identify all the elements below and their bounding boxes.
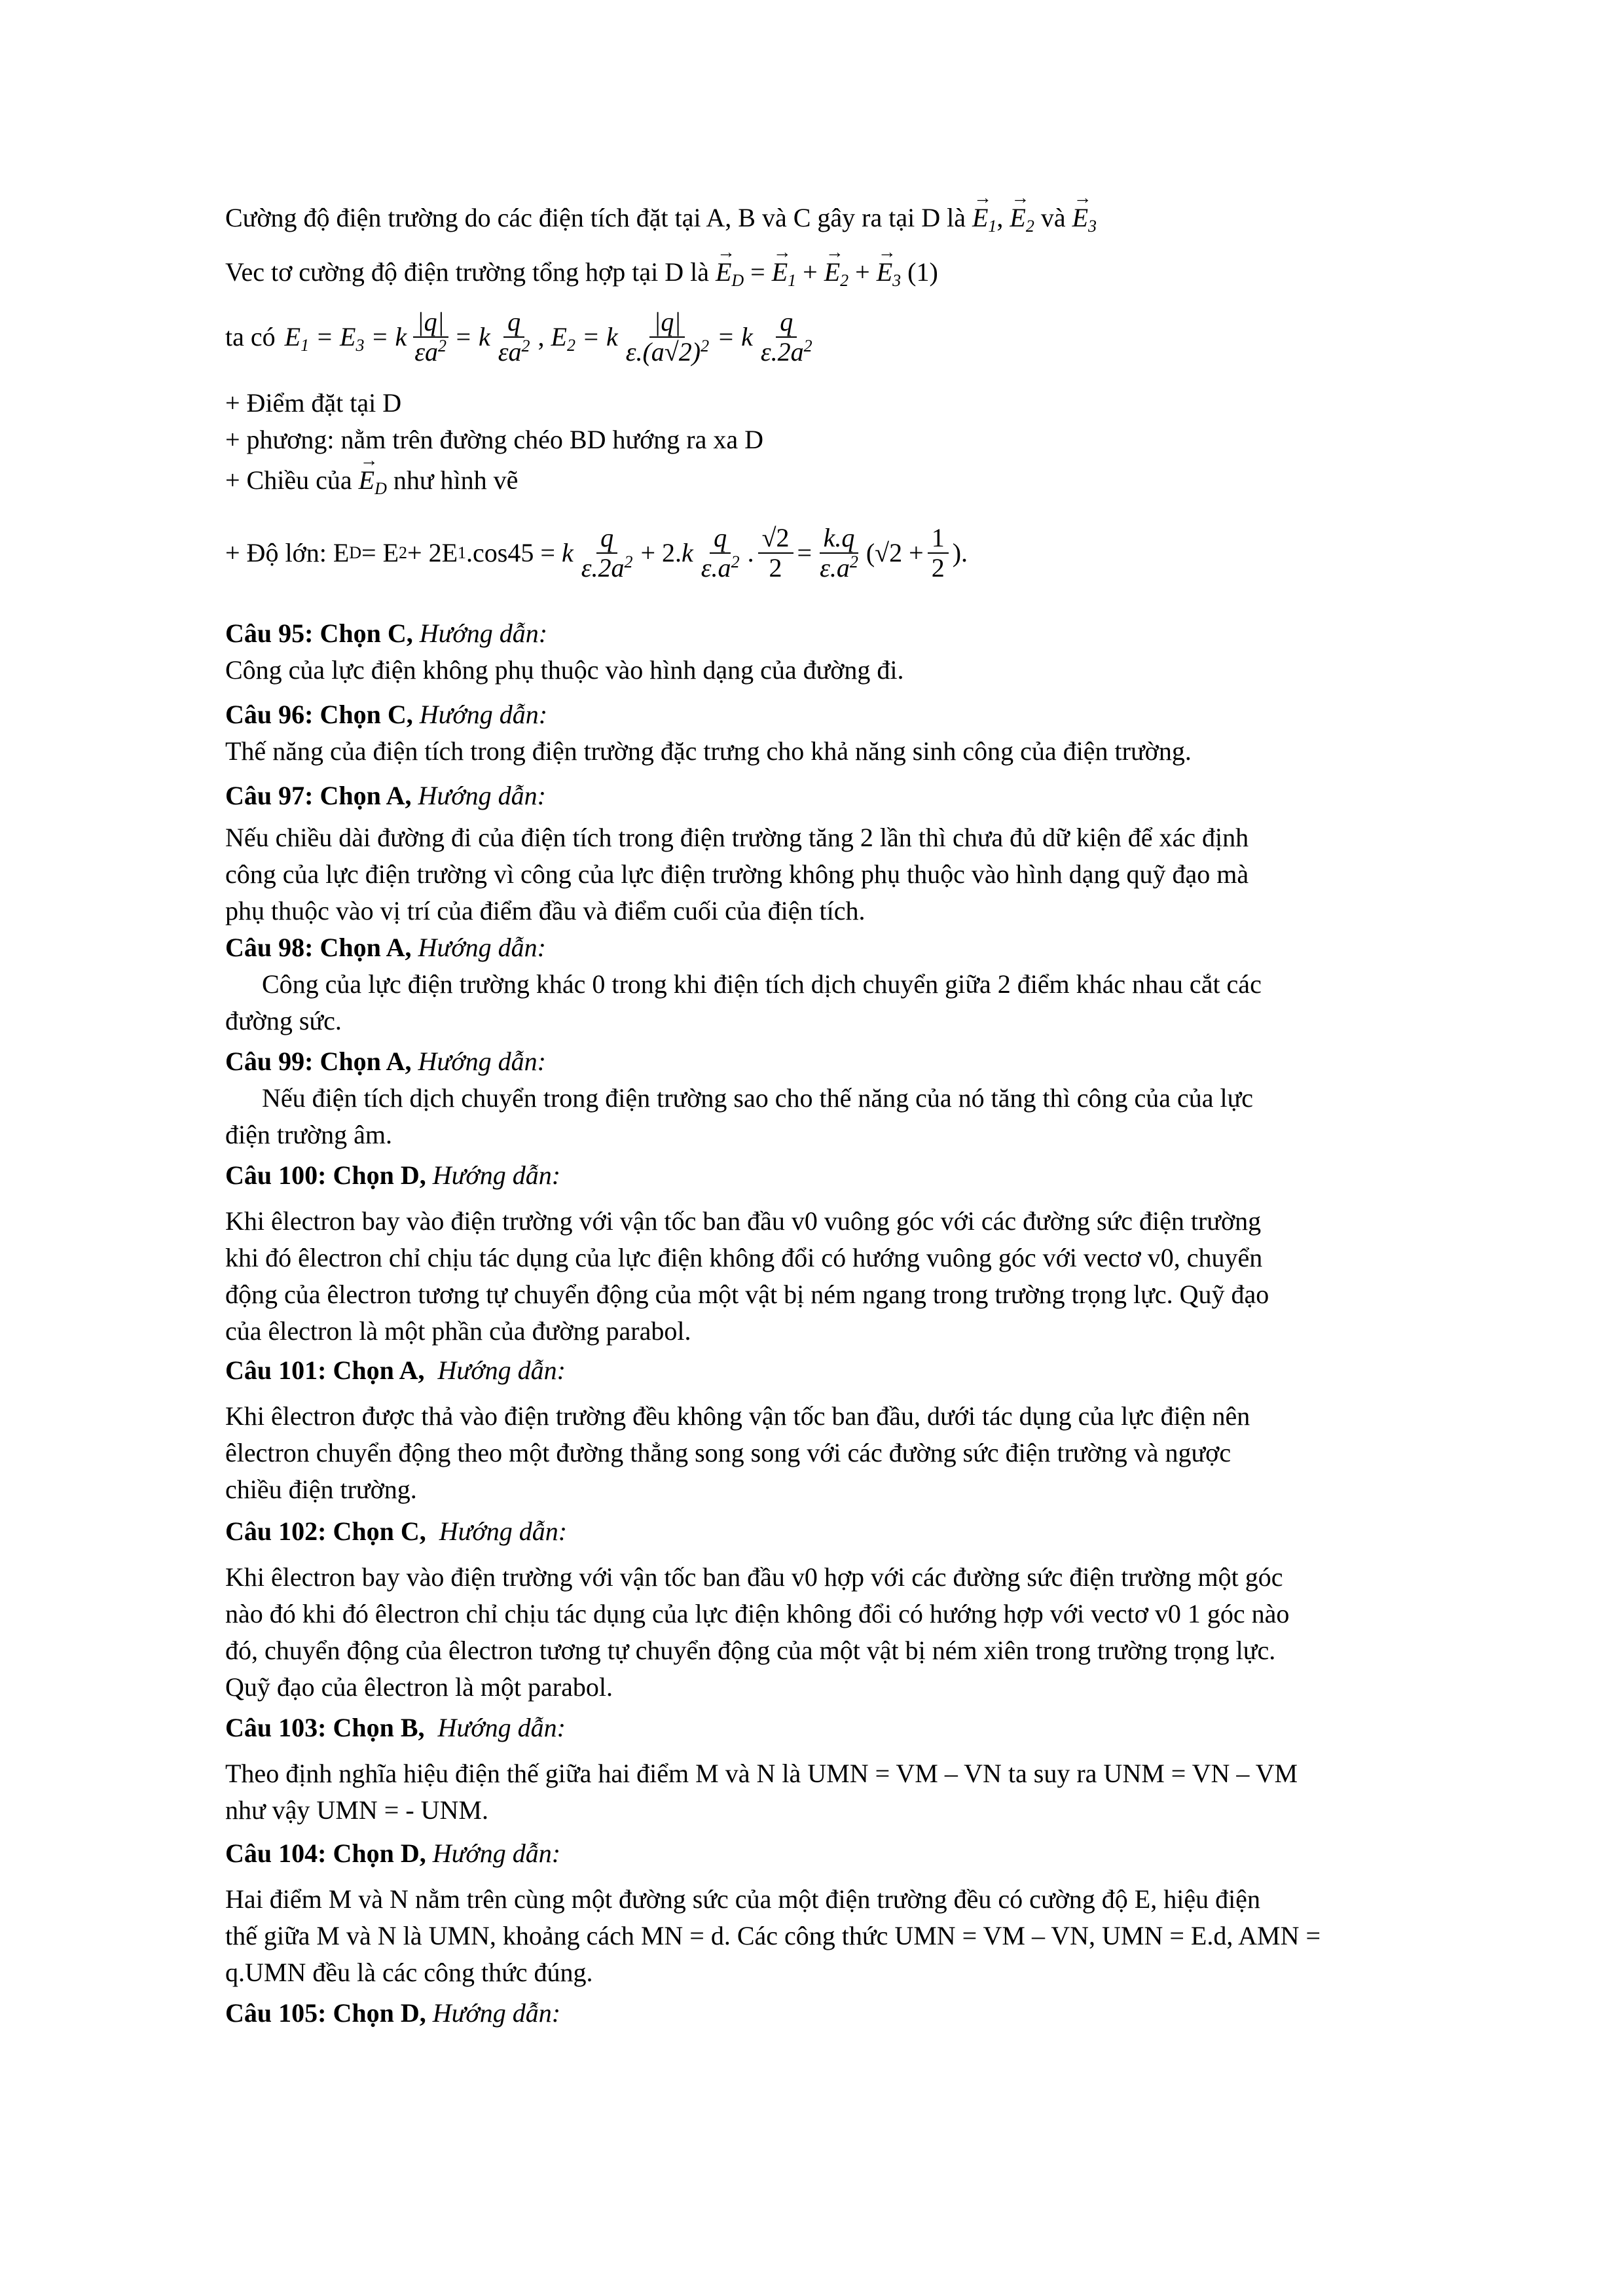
answer-text: công của lực điện trường vì công của lực điện trường không phụ thuộc vào hình dạng quỹ đạo mà	[225, 859, 1249, 889]
answer-102	[225, 1513, 1456, 1706]
intro-and: và	[1040, 203, 1066, 232]
answer-text: đường sức.	[225, 1006, 342, 1035]
answer-text: Thế năng của điện tích trong điện trường đặc trưng cho khả năng sinh công của điện trường.	[225, 736, 1192, 766]
answer-text: phụ thuộc vào vị trí của điểm đầu và điểm cuối của điện tích.	[225, 896, 866, 925]
vector-e3: → $E_3$	[1072, 200, 1097, 236]
answer-101	[225, 1352, 1456, 1508]
fraction-q-ea2-b: $\frac{q}{\varepsilon a^2}$	[498, 307, 530, 367]
intro-line-1: Cường độ điện trường do các điện tích đặt tại A, B và C gây ra tại D là → $E_1$, → $E_2$ và → $E_3$	[225, 200, 1456, 236]
answer-text: động của êlectron tương tự chuyển động của một vật bị ném ngang trong trường trọng lực. Quỹ đạo	[225, 1280, 1269, 1309]
answer-heading: Câu 105: Chọn D, Hướng dẫn:	[225, 1998, 561, 2028]
formula-e1-e3: $E_1 = E_3 = k$	[284, 322, 407, 355]
fraction-magnitude-1: $\frac{q}{\varepsilon.2a^2}$	[581, 523, 633, 583]
fraction-q-e-a-sqrt2: $\frac{|q|}{\varepsilon.(a√2)^2}$	[625, 307, 710, 367]
answer-heading: Câu 101: Chọn A, Hướng dẫn:	[225, 1355, 566, 1385]
intro-line-2	[225, 254, 1456, 291]
answer-heading: Câu 95: Chọn C, Hướng dẫn:	[225, 619, 548, 648]
answer-heading: Câu 98: Chọn A, Hướng dẫn:	[225, 933, 546, 962]
answer-text: đó, chuyển động của êlectron tương tự chuyển động của một vật bị ném xiên trong trường trọng lực.	[225, 1636, 1276, 1665]
answer-text: Quỹ đạo của êlectron là một parabol.	[225, 1672, 613, 1702]
answer-heading: Câu 100: Chọn D, Hướng dẫn:	[225, 1160, 561, 1190]
answer-heading: Câu 99: Chọn A, Hướng dẫn:	[225, 1047, 546, 1076]
answer-96	[225, 696, 1456, 770]
answer-98	[225, 929, 1456, 1039]
bullet-4: + Độ lớn: E D = E 2 + 2E 1 .cos45 = k $\frac{q}{\varepsilon.2a^2}$ + 2. k $\frac{q}{\varepsilon.a^2}$ . $\frac{√2}{2}$ = $\frac{k.q}{\varepsilon.a^2}$ (√2 + $\frac{1}{2}$ ).	[225, 523, 968, 583]
vector-ed: → $E_D$	[359, 462, 387, 499]
answer-104	[225, 1835, 1456, 1991]
fraction-q-ea2: $\frac{|q|}{\varepsilon a^2}$	[410, 308, 450, 367]
bullet-1: + Điểm đặt tại D	[225, 388, 402, 418]
intro-text-2: Vec tơ cường độ điện trường tổng hợp tại D là	[225, 257, 709, 287]
answer-105	[225, 1995, 1456, 2032]
fraction-kq: $\frac{k.q}{\varepsilon.a^2}$	[820, 523, 858, 583]
answer-text: nào đó khi đó êlectron chỉ chịu tác dụng của lực điện không đổi có hướng hợp với vectơ v0 1 góc nào	[225, 1599, 1290, 1628]
answer-103	[225, 1710, 1456, 1829]
answer-95	[225, 615, 1456, 689]
bullet-3: + Chiều của → $E_D$ như hình vẽ	[225, 462, 1456, 499]
answer-text: như vậy UMN = - UNM.	[225, 1795, 488, 1825]
answer-heading: Câu 104: Chọn D, Hướng dẫn:	[225, 1839, 561, 1868]
answer-text: Theo định nghĩa hiệu điện thế giữa hai điểm M và N là UMN = VM – VN ta suy ra UNM = VN – VM	[225, 1759, 1298, 1788]
answer-text: khi đó êlectron chỉ chịu tác dụng của lực điện không đổi có hướng vuông góc với vectơ v0, chuyển	[225, 1243, 1263, 1272]
vector-e1: → $E_1$	[972, 200, 996, 236]
answer-text: Nếu điện tích dịch chuyển trong điện trường sao cho thế năng của nó tăng thì công của của lực	[262, 1083, 1254, 1113]
intro-text-1: Cường độ điện trường do các điện tích đặt tại A, B và C gây ra tại D là	[225, 203, 966, 232]
answer-text: Công của lực điện trường khác 0 trong khi điện tích dịch chuyển giữa 2 điểm khác nhau cắt các	[262, 969, 1262, 999]
answer-text: chiều điện trường.	[225, 1475, 417, 1504]
answer-text: Công của lực điện không phụ thuộc vào hình dạng của đường đi.	[225, 655, 904, 685]
answer-heading: Câu 97: Chọn A, Hướng dẫn:	[225, 781, 546, 810]
answer-text: Khi êlectron được thả vào điện trường đều không vận tốc ban đầu, dưới tác dụng của lực điện nên	[225, 1401, 1250, 1431]
vector-e2: → $E_2$	[1010, 200, 1034, 236]
fraction-half: $\frac{1}{2}$	[928, 524, 949, 583]
fraction-magnitude-2: $\frac{q}{\varepsilon.a^2}$	[701, 523, 740, 583]
equation-number: (1)	[907, 257, 938, 287]
intro-text-3: ta có	[225, 322, 276, 351]
answer-text: Khi êlectron bay vào điện trường với vận tốc ban đầu v0 vuông góc với các đường sức điện trường	[225, 1206, 1262, 1236]
vector-sum-equation: → $E_D$ = → $E_1$ + → $E_2$ + → $E_3$	[716, 257, 901, 287]
answer-heading: Câu 96: Chọn C, Hướng dẫn:	[225, 700, 548, 729]
answer-text: q.UMN đều là các công thức đúng.	[225, 1958, 593, 1987]
intro-line-3: ta có $E_1 = E_3 = k$ $\frac{|q|}{\varepsilon a^2}$ = k $\frac{q}{\varepsilon a^2}$ , $E_2 = k$ $\frac{|q|}{\varepsilon.(a√2)^2}$ = k $\frac{q}{\varepsilon.2a^2}$	[225, 301, 1456, 373]
answer-heading: Câu 102: Chọn C, Hướng dẫn:	[225, 1516, 568, 1546]
bullet-2: + phương: nằm trên đường chéo BD hướng ra xa D	[225, 425, 764, 454]
fraction-sqrt2-over-2: $\frac{√2}{2}$	[758, 524, 793, 583]
answer-text: của êlectron là một phần của đường parabol.	[225, 1316, 691, 1346]
answer-100	[225, 1157, 1456, 1350]
answer-text: Nếu chiều dài đường đi của điện tích trong điện trường tăng 2 lần thì chưa đủ dữ kiện để xác định	[225, 823, 1249, 852]
answer-97	[225, 778, 1456, 929]
answer-text: điện trường âm.	[225, 1120, 392, 1149]
answer-text: êlectron chuyển động theo một đường thẳng song song với các đường sức điện trường và ngược	[225, 1438, 1231, 1467]
answer-99	[225, 1043, 1456, 1153]
answer-text: Hai điểm M và N nằm trên cùng một đường sức của một điện trường đều có cường độ E, hiệu điện	[225, 1884, 1260, 1914]
answer-text: thế giữa M và N là UMN, khoảng cách MN = d. Các công thức UMN = VM – VN, UMN = E.d, AMN =	[225, 1921, 1321, 1950]
answer-text: Khi êlectron bay vào điện trường với vận tốc ban đầu v0 hợp với các đường sức điện trường một góc	[225, 1562, 1283, 1592]
answer-heading: Câu 103: Chọn B, Hướng dẫn:	[225, 1713, 566, 1742]
formula-e2: $E_2 = k$	[551, 322, 618, 355]
fraction-q-e2a2: $\frac{q}{\varepsilon.2a^2}$	[760, 307, 812, 367]
